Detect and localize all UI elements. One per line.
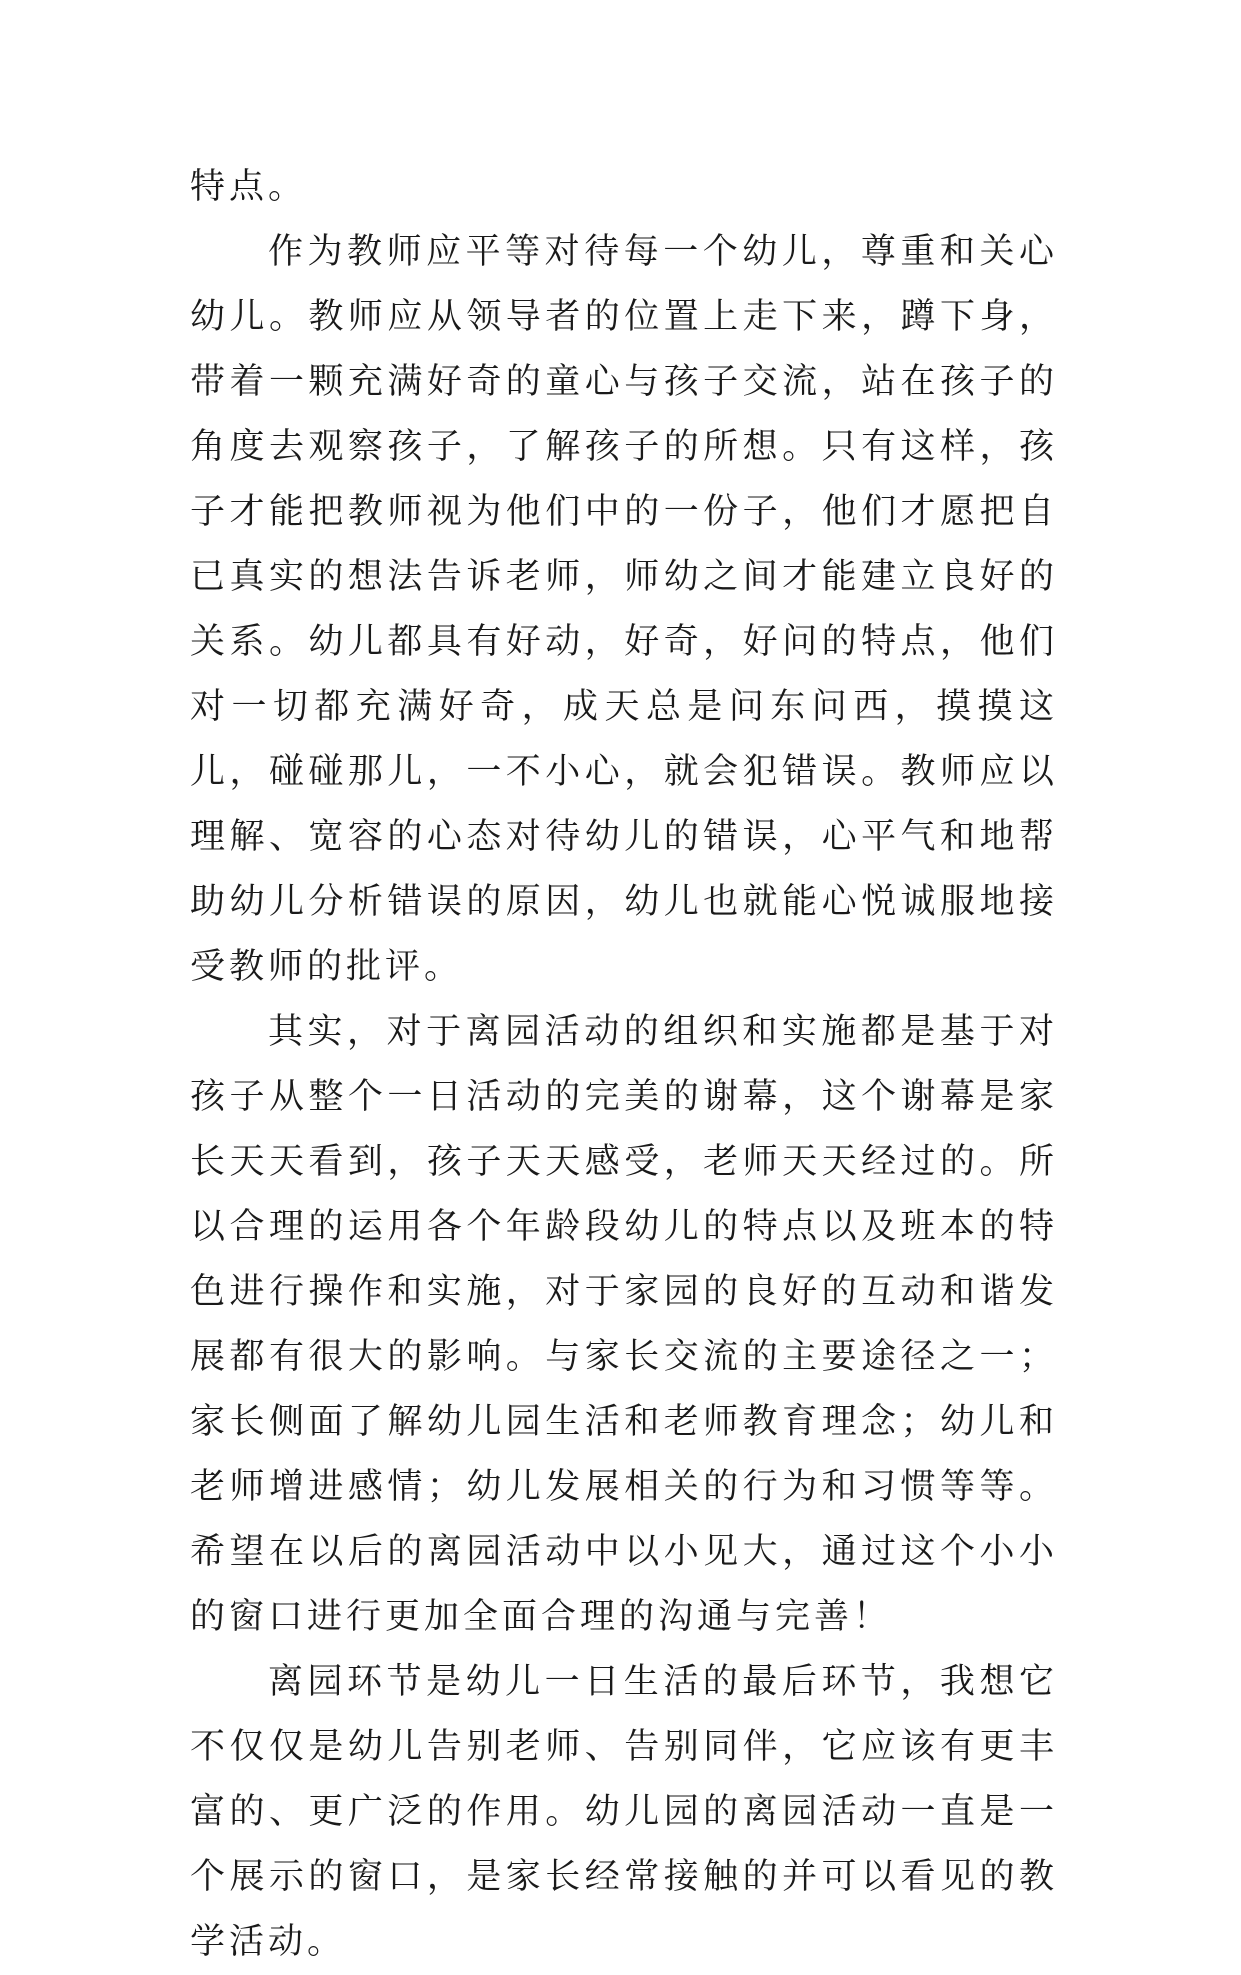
paragraph-teacher-equality: 作为教师应平等对待每一个幼儿，尊重和关心幼儿。教师应从领导者的位置上走下来，蹲下身，带着一颗充满好奇的童心与孩子交流，站在孩子的角度去观察孩子，了解孩子的所想。只有这样，孩子才能把教师视为他们中的一份子，他们才愿把自已真实的想法告诉老师，师幼之间才能建立良好的关系。幼儿都具有好动，好奇，好问的特点，他们对一切都充满好奇，成天总是问东问西，摸摸这儿，碰碰那儿，一不小心，就会犯错误。教师应以理解、宽容的心态对待幼儿的错误，心平气和地帮助幼儿分析错误的原因，幼儿也就能心悦诚服地接受教师的批评。: [190, 232, 1058, 987]
paragraph-departure-window: 离园环节是幼儿一日生活的最后环节，我想它不仅仅是幼儿告别老师、告别同伴，它应该有更丰富的、更广泛的作用。幼儿园的离园活动一直是一个展示的窗口，是家长经常接触的并可以看见的教学活动。: [190, 1662, 1058, 1962]
document-body: [190, 155, 1058, 1975]
paragraph-continuation: 特点。: [190, 167, 308, 207]
paragraph-departure-activity: 其实，对于离园活动的组织和实施都是基于对孩子从整个一日活动的完美的谢幕，这个谢幕是家长天天看到，孩子天天感受，老师天天经过的。所以合理的运用各个年龄段幼儿的特点以及班本的特色进行操作和实施，对于家园的良好的互动和谐发展都有很大的影响。与家长交流的主要途径之一；家长侧面了解幼儿园生活和老师教育理念；幼儿和老师增进感情；幼儿发展相关的行为和习惯等等。希望在以后的离园活动中以小见大，通过这个小小的窗口进行更加全面合理的沟通与完善！: [190, 1012, 1058, 1637]
